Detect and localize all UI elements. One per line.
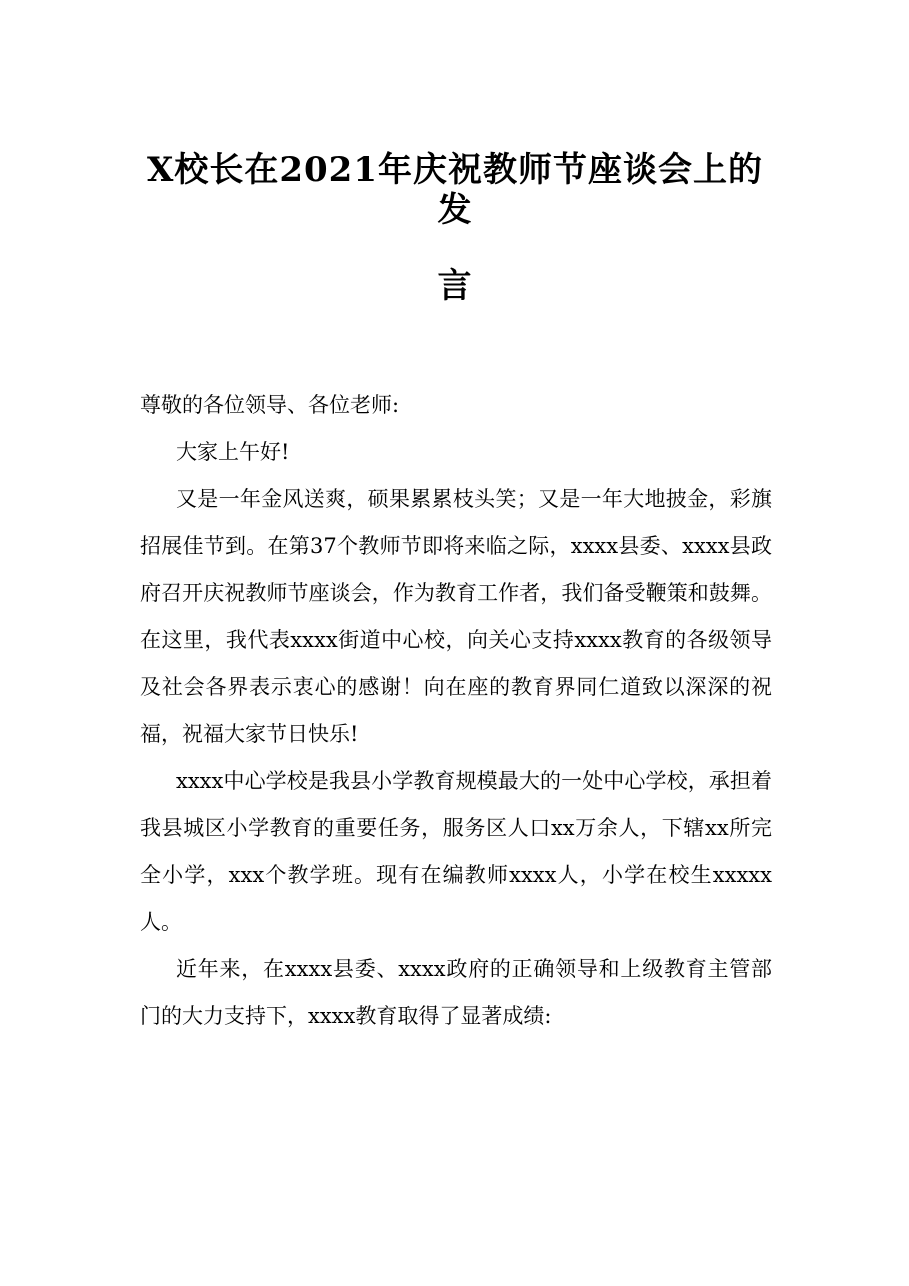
- document-title-line-1: X校长在2021年庆祝教师节座谈会上的发: [146, 150, 763, 230]
- paragraph-greeting: 大家上午好!: [176, 440, 290, 464]
- paragraph-achievements-intro: 近年来，在xxxx县委、xxxx政府的正确领导和上级教育主管部门的大力支持下，xxxx教育取得了显著成绩:: [140, 957, 772, 1028]
- document-body: [140, 382, 772, 1040]
- paragraph-opening: 又是一年金风送爽，硕果累累枝头笑；又是一年大地披金，彩旗招展佳节到。在第37个教师节即将来临之际，xxxx县委、xxxx县政府召开庆祝教师节座谈会，作为教育工作者，我们备受鞭策和鼓舞。在这里，我代表xxxx街道中心校，向关心支持xxxx教育的各级领导及社会各界表示衷心的感谢！向在座的教育界同仁道致以深深的祝福，祝福大家节日快乐!: [140, 487, 772, 746]
- document-title-line-2: 言: [437, 266, 473, 306]
- salutation: 尊敬的各位领导、各位老师:: [140, 393, 400, 417]
- paragraph-school-overview: xxxx中心学校是我县小学教育规模最大的一处中心学校，承担着我县城区小学教育的重要任务，服务区人口xx万余人，下辖xx所完全小学，xxx个教学班。现有在编教师xxxx人，小学在校生xxxxx人。: [140, 769, 772, 934]
